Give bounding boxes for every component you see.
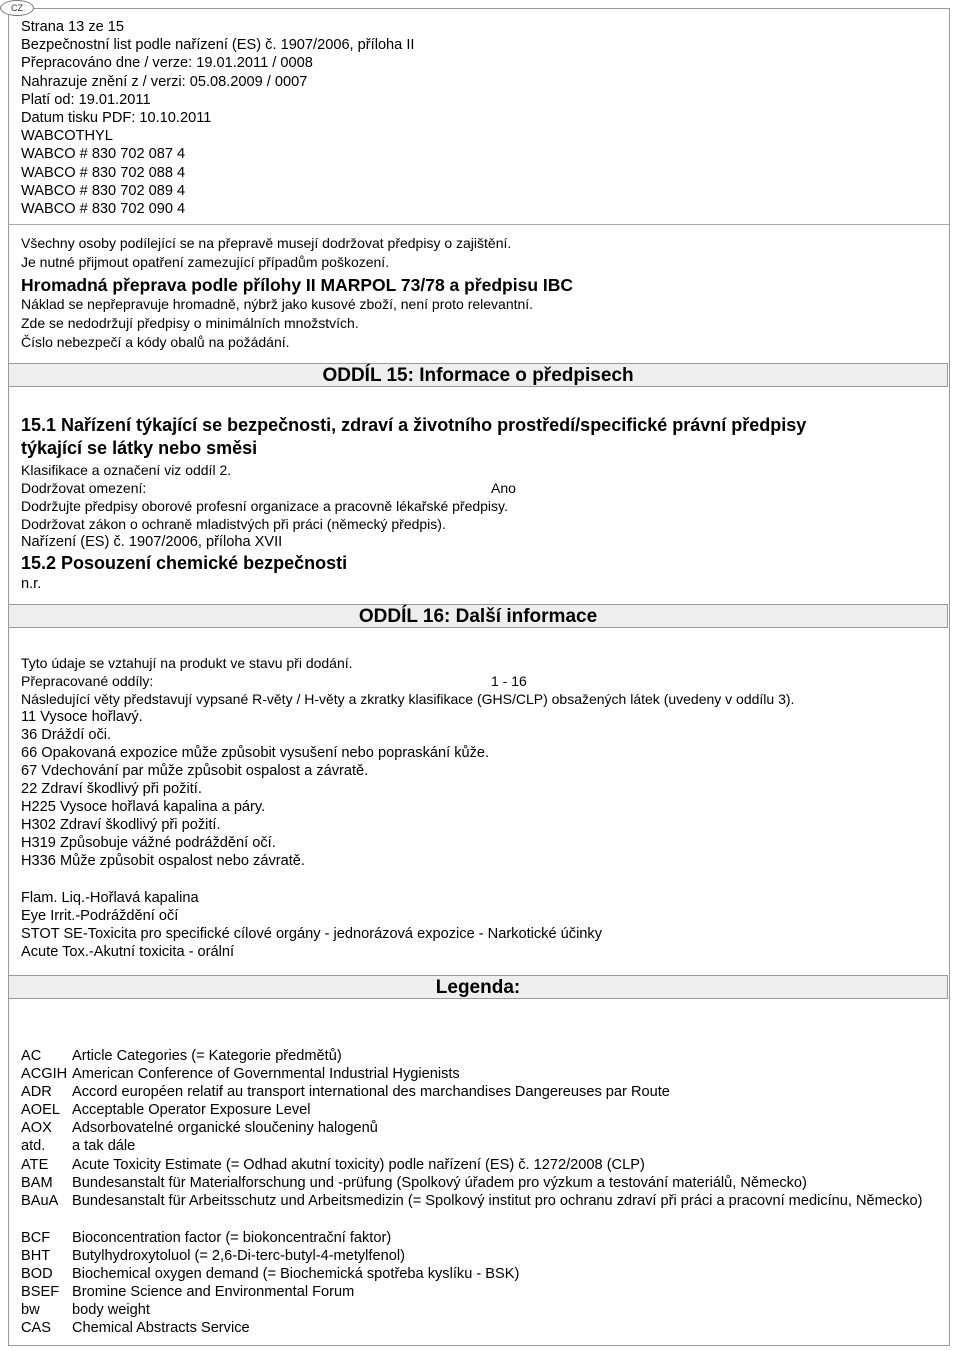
legend-desc: Bromine Science and Environmental Forum [72, 1284, 355, 1300]
phrase-item: H225 Vysoce hořlavá kapalina a páry. [21, 799, 266, 815]
classification-abbr: Eye Irrit.-Podráždění očí [21, 908, 179, 924]
restrictions-value: Ano [491, 480, 516, 496]
product-number: WABCO # 830 702 090 4 [21, 201, 186, 218]
legend-abbr: BCF [21, 1230, 51, 1246]
legend-desc: Bundesanstalt für Arbeitsschutz und Arbeitsmedizin (= Spolkový institut pro ochranu zdraví při práci a pracovní medicínu, Německo) [72, 1193, 923, 1209]
legend-desc: Acute Toxicity Estimate (= Odhad akutní toxicity) podle nařízení (ES) č. 1272/2008 (CLP) [72, 1157, 645, 1173]
print-date-line: Datum tisku PDF: 10.10.2011 [21, 110, 212, 127]
transport-text: Všechny osoby podílející se na přepravě musejí dodržovat předpisy o zajištění. [21, 235, 512, 251]
regulation-text: Dodržujte předpisy oborové profesní organizace a pracovně lékařské předpisy. [21, 498, 508, 514]
phrase-item: 67 Vdechování par může způsobit ospalost a závratě. [21, 763, 369, 779]
transport-text: Zde se nedodržují předpisy o minimálních množstvích. [21, 315, 359, 331]
legend-abbr: ATE [21, 1157, 49, 1173]
restrictions-row [21, 479, 516, 497]
legend-desc: Bioconcentration factor (= biokoncentrační faktor) [72, 1230, 392, 1246]
marpol-heading: Hromadná přeprava podle přílohy II MARPOL 73/78 a předpisu IBC [21, 275, 574, 295]
legend-desc: Adsorbovatelné organické sloučeniny halogenů [72, 1120, 378, 1136]
phrase-item: H336 Může způsobit ospalost nebo závratě. [21, 853, 305, 869]
product-number: WABCO # 830 702 087 4 [21, 146, 186, 163]
subsection-15-1-heading: 15.1 Nařízení týkající se bezpečnosti, zdraví a životního prostředí/specifické právní předpisy [21, 415, 807, 435]
legend-abbr: AOEL [21, 1102, 60, 1118]
classification-note: Klasifikace a označení viz oddíl 2. [21, 462, 232, 478]
valid-from-line: Platí od: 19.01.2011 [21, 91, 151, 108]
classification-abbr: Flam. Liq.-Hořlavá kapalina [21, 890, 199, 906]
legend-abbr: atd. [21, 1138, 46, 1154]
phrase-item: 11 Vysoce hořlavý. [21, 709, 143, 725]
not-relevant: n.r. [21, 576, 42, 592]
regulation-text: Dodržovat zákon o ochraně mladistvých při práci (německý předpis). [21, 516, 446, 532]
regulation-text: Nařízení (ES) č. 1907/2006, příloha XVII [21, 534, 283, 550]
section-16-title: ODDÍL 16: Další informace [8, 604, 948, 628]
legend-abbr: BSEF [21, 1284, 60, 1300]
legend-title: Legenda: [8, 975, 948, 999]
header-divider [8, 224, 950, 225]
legend-abbr: AOX [21, 1120, 52, 1136]
country-badge: CZ [0, 0, 34, 16]
legend-desc: Accord européen relatif au transport international des marchandises Dangereuses par Route [72, 1084, 670, 1100]
legend-desc: a tak dále [72, 1138, 136, 1154]
page-number: Strana 13 ze 15 [21, 19, 125, 35]
document-header [21, 18, 621, 218]
revised-sections-label: Přepracované oddíly: [21, 673, 154, 689]
legend-desc: Bundesanstalt für Materialforschung und -prüfung (Spolkový úřadem pro výzkum a testování materiálů, Německo) [72, 1175, 807, 1191]
subsection-15-1-heading: týkající se látky nebo směsi [21, 438, 258, 458]
legend-desc: body weight [72, 1302, 150, 1318]
legend-desc: Article Categories (= Kategorie předmětů) [72, 1048, 342, 1064]
product-name: WABCOTHYL [21, 128, 113, 145]
legend-desc: Chemical Abstracts Service [72, 1320, 250, 1336]
subsection-15-2-heading: 15.2 Posouzení chemické bezpečnosti [21, 553, 348, 573]
phrase-item: 36 Dráždí oči. [21, 727, 112, 743]
legend-abbr: BHT [21, 1248, 51, 1264]
regulation-line: Bezpečnostní list podle nařízení (ES) č. 1907/2006, příloha II [21, 37, 415, 54]
section-15-title: ODDÍL 15: Informace o předpisech [8, 363, 948, 387]
transport-text: Je nutné přijmout opatření zamezující případům poškození. [21, 254, 390, 270]
phrases-intro: Následující věty představují vypsané R-věty / H-věty a zkratky klasifikace (GHS/CLP) obsažených látek (uvedeny v oddílu 3). [21, 691, 795, 707]
transport-text: Náklad se nepřepravuje hromadně, nýbrž jako kusové zboží, není proto relevantní. [21, 296, 534, 312]
revised-sections-value: 1 - 16 [491, 673, 527, 689]
legend-abbr: ADR [21, 1084, 52, 1100]
legend-abbr: BAuA [21, 1193, 59, 1209]
product-number: WABCO # 830 702 089 4 [21, 182, 186, 199]
classification-abbr: STOT SE-Toxicita pro specifické cílové orgány - jednorázová expozice - Narkotické účinky [21, 926, 603, 942]
legend-desc: Acceptable Operator Exposure Level [72, 1102, 311, 1118]
revised-sections-row [21, 672, 527, 690]
legend-desc: Butylhydroxytoluol (= 2,6-Di-terc-butyl-4-metylfenol) [72, 1248, 405, 1264]
legend-abbr: ACGIH [21, 1066, 68, 1082]
replaces-line: Nahrazuje znění z / verzi: 05.08.2009 / 0007 [21, 73, 308, 90]
legend-abbr: bw [21, 1302, 40, 1318]
legend-abbr: BAM [21, 1175, 53, 1191]
transport-text: Číslo nebezpečí a kódy obalů na požádání. [21, 334, 290, 350]
phrase-item: 22 Zdraví škodlivý při požití. [21, 781, 202, 797]
phrase-item: 66 Opakovaná expozice může způsobit vysušení nebo popraskání kůže. [21, 745, 490, 761]
legend-abbr: AC [21, 1048, 42, 1064]
legend-desc: American Conference of Governmental Industrial Hygienists [72, 1066, 460, 1082]
phrase-item: H302 Zdraví škodlivý při požití. [21, 817, 221, 833]
legend-desc: Biochemical oxygen demand (= Biochemická spotřeba kyslíku - BSK) [72, 1266, 520, 1282]
classification-abbr: Acute Tox.-Akutní toxicita - orální [21, 944, 235, 960]
legend-abbr: CAS [21, 1320, 52, 1336]
phrase-item: H319 Způsobuje vážné podráždění očí. [21, 835, 276, 851]
product-number: WABCO # 830 702 088 4 [21, 164, 186, 181]
legend-abbr: BOD [21, 1266, 53, 1282]
product-note: Tyto údaje se vztahují na produkt ve stavu při dodání. [21, 655, 353, 671]
legend-item [21, 1192, 931, 1210]
restrictions-label: Dodržovat omezení: [21, 480, 147, 496]
revision-line: Přepracováno dne / verze: 19.01.2011 / 0008 [21, 55, 313, 72]
